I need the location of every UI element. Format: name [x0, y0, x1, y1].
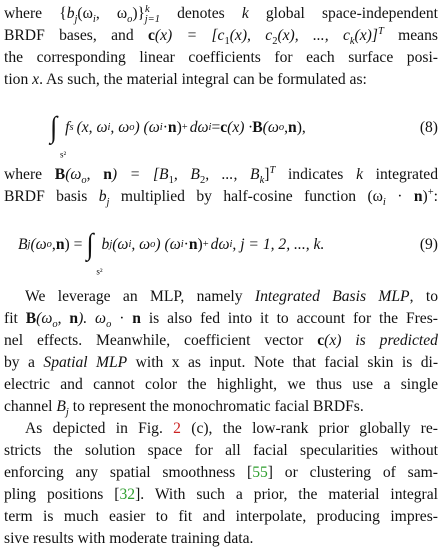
mlp-line-5: electric and cannot color the highlight, we thus use a single	[4, 376, 438, 393]
figure-ref-link[interactable]: 2	[173, 420, 181, 437]
fig-line-6: sive results with moderate training data.	[4, 530, 254, 547]
mlp-line-6: channel $B_j$ to represent the monochromatic facial BRDFs.	[4, 398, 364, 419]
integral-sign: ∫ s²	[86, 227, 103, 277]
mlp-line-1: We leverage an MLP, namely Integrated Basis MLP, to	[25, 288, 438, 305]
equation-9	[4, 225, 440, 277]
fig-line-1: As depicted in Fig. 2 (c), the low-rank prior globally re-	[25, 420, 438, 437]
mlp-line-3: nel effects. Meanwhile, coefficient vector c(x) is predicted	[4, 332, 438, 349]
fig-line-3: enforcing any spatial smoothness [55] or clustering of sam-	[4, 464, 438, 481]
fig-line-4: pling positions [32]. With such a prior, the material integral	[4, 486, 438, 503]
fig-line-2: stricts the solution space for all facial specularities without	[4, 442, 438, 459]
equation-9-body: B j (ω o , n ) = ∫ s² b j (ω i , ω o ) (ω i · n ) + dω i , j = 1, 2, ..., k.	[18, 227, 325, 277]
citation-link[interactable]: 55	[252, 464, 268, 481]
equation-8-body: ∫ s² f s (x, ω i , ω o ) (ω i · n ) + dω i = c (x) · B (ω o , n ),	[50, 110, 306, 160]
equation-8	[4, 108, 440, 160]
mlp-line-2: fit $B(\omega_o$, n). $\omega_o \cdot n$ is also fed into it to account for the Fres-	[4, 310, 438, 331]
fig-line-5: term is much easier to fit and interpolate, producing impres-	[4, 508, 438, 525]
equation-8-number: (8)	[419, 119, 438, 136]
basis-line-2: BRDF basis $b_j$ multiplied by half-cosine function $(\omega_i \cdot n)^+$:	[4, 186, 438, 209]
intro-line-1: where {$b_j(\omega_i$, $\omega_o)\}^k_{j=1}$ denotes k global space-independent	[4, 3, 439, 26]
citation-link[interactable]: 32	[119, 486, 136, 503]
intro-line-2: BRDF bases, and $c(x) = [c_1(x)$, $c_2(x)$, ..., $c_k(x)]^T$ means	[4, 25, 438, 48]
intro-line-3: the corresponding linear coefficients for each surface posi-	[4, 49, 438, 66]
basis-line-1: where $B(\omega_o$, $n) = [B_1$, $B_2$, ..., $B_k]^T$ indicates k integrated	[4, 164, 439, 187]
mlp-line-4: by a Spatial MLP with x as input. Note that facial skin is di-	[4, 354, 439, 371]
equation-9-number: (9)	[419, 236, 438, 253]
intro-line-4: tion x. As such, the material integral can be formulated as:	[4, 71, 367, 88]
integral-sign: ∫ s²	[50, 110, 67, 160]
